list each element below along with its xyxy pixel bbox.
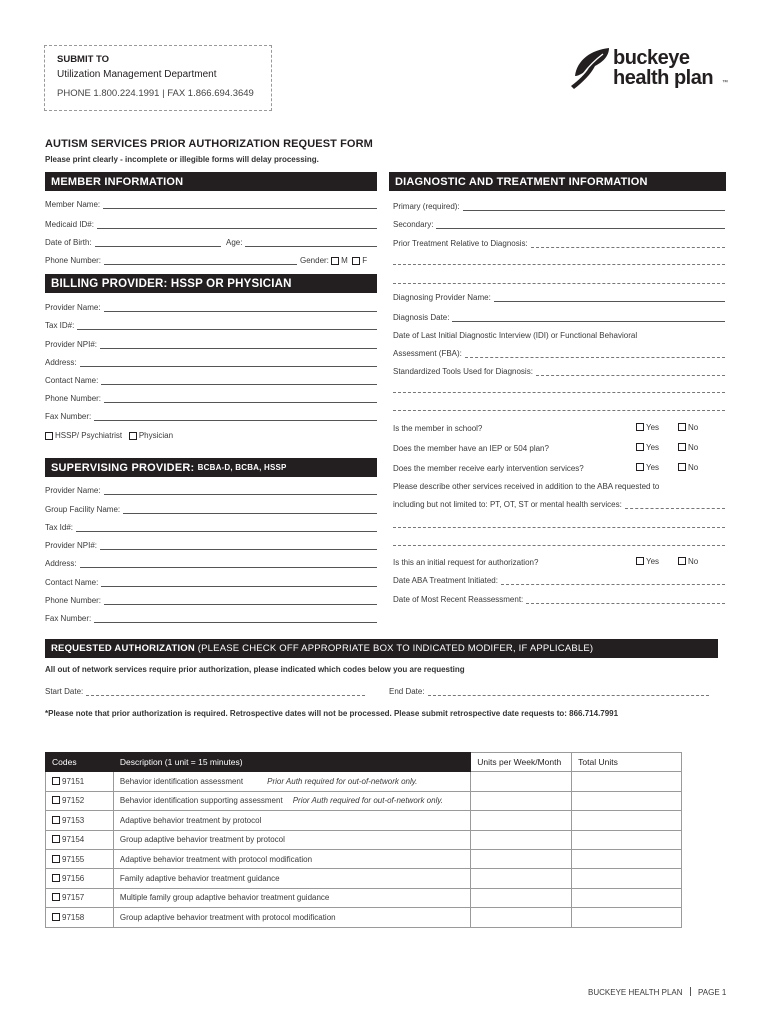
form-instructions: Please print clearly - incomplete or illegible forms will delay processing. (45, 155, 319, 164)
member-phone-field[interactable] (45, 256, 297, 265)
description-cell (113, 772, 470, 791)
description-text: Behavior identification supporting assessment (119, 796, 283, 806)
description-text: Family adaptive behavior treatment guidance (119, 874, 280, 884)
codes-table-header (46, 753, 682, 772)
logo-trademark: ™ (722, 80, 728, 86)
billing-contact-label: Contact Name: (45, 376, 99, 385)
total-units-cell[interactable] (572, 888, 682, 907)
code-cell (46, 908, 114, 927)
footer-org: BUCKEYE HEALTH PLAN (588, 988, 683, 997)
supervising-npi-label: Provider NPI#: (45, 541, 98, 550)
units-cell[interactable] (471, 772, 572, 791)
aba-initiated-label: Date ABA Treatment Initiated: (393, 576, 498, 585)
description-cell (113, 791, 470, 810)
q-iep-yes (636, 443, 659, 452)
requested-heading-sub: (PLEASE CHECK OFF APPROPRIATE BOX TO INDICATED MODIFER, IF APPLICABLE) (197, 643, 594, 654)
q-initial-yes (636, 557, 659, 566)
q-initial-no (678, 557, 698, 566)
member-phone-label: Phone Number: (45, 256, 102, 265)
total-units-cell[interactable] (572, 772, 682, 791)
prior-treatment-line-3[interactable] (393, 276, 725, 284)
codes-header-description: Description (1 unit = 15 minutes) (113, 753, 470, 772)
gender-m-label: M (341, 256, 348, 265)
supervising-heading-text: SUPERVISING PROVIDER: (51, 461, 195, 474)
diagnostic-heading: DIAGNOSTIC AND TREATMENT INFORMATION (389, 172, 726, 191)
medicaid-id-field[interactable] (45, 220, 377, 229)
code-cell (46, 869, 114, 888)
total-units-cell[interactable] (572, 811, 682, 830)
codes-header-units: Units per Week/Month (471, 753, 572, 772)
code-cell (46, 849, 114, 868)
reassessment-label: Date of Most Recent Reassessment: (393, 595, 524, 604)
code-value: 97155 (62, 854, 85, 864)
codes-header-total: Total Units (572, 753, 682, 772)
code-cell (46, 811, 114, 830)
total-units-cell[interactable] (572, 830, 682, 849)
table-row (46, 772, 682, 791)
table-row (46, 830, 682, 849)
description-text: Adaptive behavior treatment by protocol (119, 815, 262, 825)
supervising-provider-name-label: Provider Name: (45, 486, 101, 495)
describe-services-label-2: including but not limited to: PT, OT, ST or mental health services: (393, 500, 622, 509)
q-iep-label: Does the member have an IEP or 504 plan? (393, 444, 549, 453)
billing-contact-field[interactable] (45, 376, 377, 385)
last-idi-label-1: Date of Last Initial Diagnostic Interview (IDI) or Functional Behavioral (393, 331, 638, 340)
billing-tax-id-field[interactable] (45, 321, 377, 330)
retro-note: *Please note that prior authorization is required. Retrospective dates will not be processed. Please submit retrospective date requests to: 866.714.7991 (45, 709, 619, 718)
other-services-line-2[interactable] (393, 520, 725, 528)
prior-treatment-field[interactable] (393, 239, 725, 248)
billing-tax-id-label: Tax ID#: (45, 321, 75, 330)
billing-npi-field[interactable] (45, 340, 377, 349)
gender-f-checkbox[interactable] (352, 257, 360, 265)
description-text: Behavior identification assessment (119, 777, 244, 787)
medicaid-id-label: Medicaid ID#: (45, 220, 94, 229)
gender-m-checkbox[interactable] (331, 257, 339, 265)
billing-provider-heading: BILLING PROVIDER: HSSP OR PHYSICIAN (45, 274, 377, 293)
description-cell (113, 849, 470, 868)
supervising-phone-label: Phone Number: (45, 596, 102, 605)
code-checkbox[interactable] (52, 777, 60, 785)
gender-field (300, 256, 380, 265)
buckeye-logo (569, 46, 729, 96)
description-cell (113, 811, 470, 830)
description-cell (113, 869, 470, 888)
units-cell[interactable] (471, 791, 572, 810)
other-services-field[interactable] (393, 500, 725, 509)
no-label: No (688, 423, 699, 432)
supervising-npi-field[interactable] (45, 541, 377, 550)
total-units-cell[interactable] (572, 869, 682, 888)
other-services-line-3[interactable] (393, 538, 725, 546)
q-iep-no (678, 443, 698, 452)
primary-diagnosis-label: Primary (required): (393, 202, 460, 211)
code-value: 97154 (62, 835, 85, 845)
q-early-intervention-label: Does the member receive early intervention services? (393, 464, 584, 473)
reassessment-field[interactable] (393, 595, 725, 604)
primary-diagnosis-field[interactable] (393, 202, 725, 211)
q-in-school-no (678, 423, 698, 432)
q-in-school-yes (636, 423, 659, 432)
diagnosing-provider-label: Diagnosing Provider Name: (393, 293, 491, 302)
physician-checkbox[interactable] (129, 432, 137, 440)
early-no-checkbox[interactable] (678, 463, 686, 471)
code-value: 97152 (62, 796, 85, 806)
description-text: Adaptive behavior treatment with protocol modification (119, 854, 313, 864)
secondary-diagnosis-field[interactable] (393, 220, 725, 229)
member-name-field[interactable] (45, 200, 377, 209)
initial-no-checkbox[interactable] (678, 557, 686, 565)
units-cell[interactable] (471, 888, 572, 907)
supervising-address-field[interactable] (45, 559, 377, 568)
code-cell (46, 888, 114, 907)
units-cell[interactable] (471, 849, 572, 868)
hssp-psychiatrist-label: HSSP/ Psychiatrist (55, 431, 123, 440)
iep-yes-checkbox[interactable] (636, 443, 644, 451)
standardized-tools-line-3[interactable] (393, 403, 725, 411)
billing-provider-name-label: Provider Name: (45, 303, 101, 312)
supervising-contact-field[interactable] (45, 578, 377, 587)
q-early-no (678, 463, 698, 472)
q-early-yes (636, 463, 659, 472)
description-text: Group adaptive behavior treatment with protocol modification (119, 912, 336, 922)
form-title: AUTISM SERVICES PRIOR AUTHORIZATION REQUEST FORM (45, 138, 373, 150)
billing-fax-label: Fax Number: (45, 412, 92, 421)
secondary-diagnosis-label: Secondary: (393, 220, 434, 229)
group-facility-field[interactable] (45, 505, 377, 514)
units-cell[interactable] (471, 830, 572, 849)
units-cell[interactable] (471, 869, 572, 888)
page-footer (588, 987, 726, 997)
supervising-heading-sub: BCBA-D, BCBA, HSSP (197, 463, 287, 472)
footer-divider (690, 987, 691, 996)
no-label: No (688, 557, 699, 566)
in-school-yes-checkbox[interactable] (636, 423, 644, 431)
supervising-contact-label: Contact Name: (45, 578, 99, 587)
code-value: 97156 (62, 874, 85, 884)
supervising-tax-id-field[interactable] (45, 523, 377, 532)
code-checkbox[interactable] (52, 855, 60, 863)
footer-page-number: PAGE 1 (698, 988, 727, 997)
billing-provider-name-field[interactable] (45, 303, 377, 312)
description-cell (113, 830, 470, 849)
billing-address-label: Address: (45, 358, 77, 367)
diagnosis-date-label: Diagnosis Date: (393, 313, 450, 322)
dob-field[interactable] (45, 238, 221, 247)
standardized-tools-field[interactable] (393, 367, 725, 376)
network-note: All out of network services require prior authorization, please indicated which codes below you are requesting (45, 665, 465, 674)
supervising-fax-label: Fax Number: (45, 614, 92, 623)
physician-label: Physician (138, 431, 174, 440)
table-row (46, 849, 682, 868)
billing-npi-label: Provider NPI#: (45, 340, 98, 349)
requested-authorization-heading (45, 639, 718, 658)
in-school-no-checkbox[interactable] (678, 423, 686, 431)
fba-date-label: Assessment (FBA): (393, 349, 462, 358)
code-value: 97151 (62, 777, 85, 787)
billing-fax-field[interactable] (45, 412, 377, 421)
group-facility-label: Group Facility Name: (45, 505, 121, 514)
billing-type-options (45, 431, 245, 440)
description-text: Multiple family group adaptive behavior treatment guidance (119, 893, 330, 903)
requested-heading-text: REQUESTED AUTHORIZATION (51, 643, 195, 654)
diagnosing-provider-field[interactable] (393, 293, 725, 302)
code-value: 97157 (62, 893, 85, 903)
yes-label: Yes (646, 463, 660, 472)
codes-header-code: Codes (46, 753, 114, 772)
yes-label: Yes (646, 443, 660, 452)
end-date-label: End Date: (389, 687, 425, 696)
total-units-cell[interactable] (572, 849, 682, 868)
table-row (46, 791, 682, 810)
logo-text-buckeye: buckeye (613, 47, 690, 69)
q-in-school-label: Is the member in school? (393, 424, 483, 433)
leaf-icon (569, 46, 613, 92)
code-checkbox[interactable] (52, 835, 60, 843)
submit-to-label: SUBMIT TO (57, 54, 110, 65)
units-cell[interactable] (471, 908, 572, 927)
code-checkbox[interactable] (52, 816, 60, 824)
age-label: Age: (226, 238, 243, 247)
yes-label: Yes (646, 423, 660, 432)
code-cell (46, 830, 114, 849)
supervising-fax-field[interactable] (45, 614, 377, 623)
no-label: No (688, 443, 699, 452)
table-row (46, 888, 682, 907)
codes-table (45, 752, 682, 928)
yes-label: Yes (646, 557, 660, 566)
dob-label: Date of Birth: (45, 238, 92, 247)
total-units-cell[interactable] (572, 908, 682, 927)
member-name-label: Member Name: (45, 200, 101, 209)
billing-phone-field[interactable] (45, 394, 377, 403)
code-value: 97158 (62, 912, 85, 922)
code-checkbox[interactable] (52, 796, 60, 804)
table-row (46, 811, 682, 830)
code-checkbox[interactable] (52, 913, 60, 921)
submit-to-box (44, 45, 272, 111)
fba-date-field[interactable] (393, 349, 725, 358)
early-yes-checkbox[interactable] (636, 463, 644, 471)
contact-numbers: PHONE 1.800.224.1991 | FAX 1.866.694.3649 (57, 88, 254, 99)
department-name: Utilization Management Department (57, 69, 217, 80)
aba-initiated-field[interactable] (393, 576, 725, 585)
iep-no-checkbox[interactable] (678, 443, 686, 451)
table-row (46, 869, 682, 888)
supervising-provider-name-field[interactable] (45, 486, 377, 495)
hssp-psychiatrist-checkbox[interactable] (45, 432, 53, 440)
diagnosis-date-field[interactable] (393, 313, 725, 322)
supervising-address-label: Address: (45, 559, 77, 568)
billing-address-field[interactable] (45, 358, 377, 367)
describe-services-label-1: Please describe other services received in addition to the ABA requested to (393, 482, 660, 491)
description-cell (113, 908, 470, 927)
description-cell (113, 888, 470, 907)
member-info-heading: MEMBER INFORMATION (45, 172, 377, 191)
initial-yes-checkbox[interactable] (636, 557, 644, 565)
start-date-field[interactable] (45, 687, 365, 696)
logo-text-health-plan: health plan (613, 67, 714, 89)
no-label: No (688, 463, 699, 472)
gender-label: Gender: (300, 256, 329, 265)
supervising-provider-heading (45, 458, 377, 477)
prior-auth-note: Prior Auth required for out-of-network only. (267, 777, 418, 787)
table-row (46, 908, 682, 927)
total-units-cell[interactable] (572, 791, 682, 810)
q-initial-request-label: Is this an initial request for authorization? (393, 558, 539, 567)
code-cell (46, 791, 114, 810)
supervising-tax-id-label: Tax Id#: (45, 523, 74, 532)
description-text: Group adaptive behavior treatment by protocol (119, 835, 285, 845)
gender-f-label: F (362, 256, 368, 265)
code-value: 97153 (62, 815, 85, 825)
code-checkbox[interactable] (52, 874, 60, 882)
standardized-tools-line-2[interactable] (393, 385, 725, 393)
start-date-label: Start Date: (45, 687, 84, 696)
prior-auth-note: Prior Auth required for out-of-network only. (292, 796, 443, 806)
age-field[interactable] (226, 238, 377, 247)
units-cell[interactable] (471, 811, 572, 830)
supervising-phone-field[interactable] (45, 596, 377, 605)
prior-treatment-label: Prior Treatment Relative to Diagnosis: (393, 239, 528, 248)
billing-phone-label: Phone Number: (45, 394, 102, 403)
standardized-tools-label: Standardized Tools Used for Diagnosis: (393, 367, 533, 376)
end-date-field[interactable] (389, 687, 709, 696)
code-cell (46, 772, 114, 791)
code-checkbox[interactable] (52, 893, 60, 901)
prior-treatment-line-2[interactable] (393, 257, 725, 265)
